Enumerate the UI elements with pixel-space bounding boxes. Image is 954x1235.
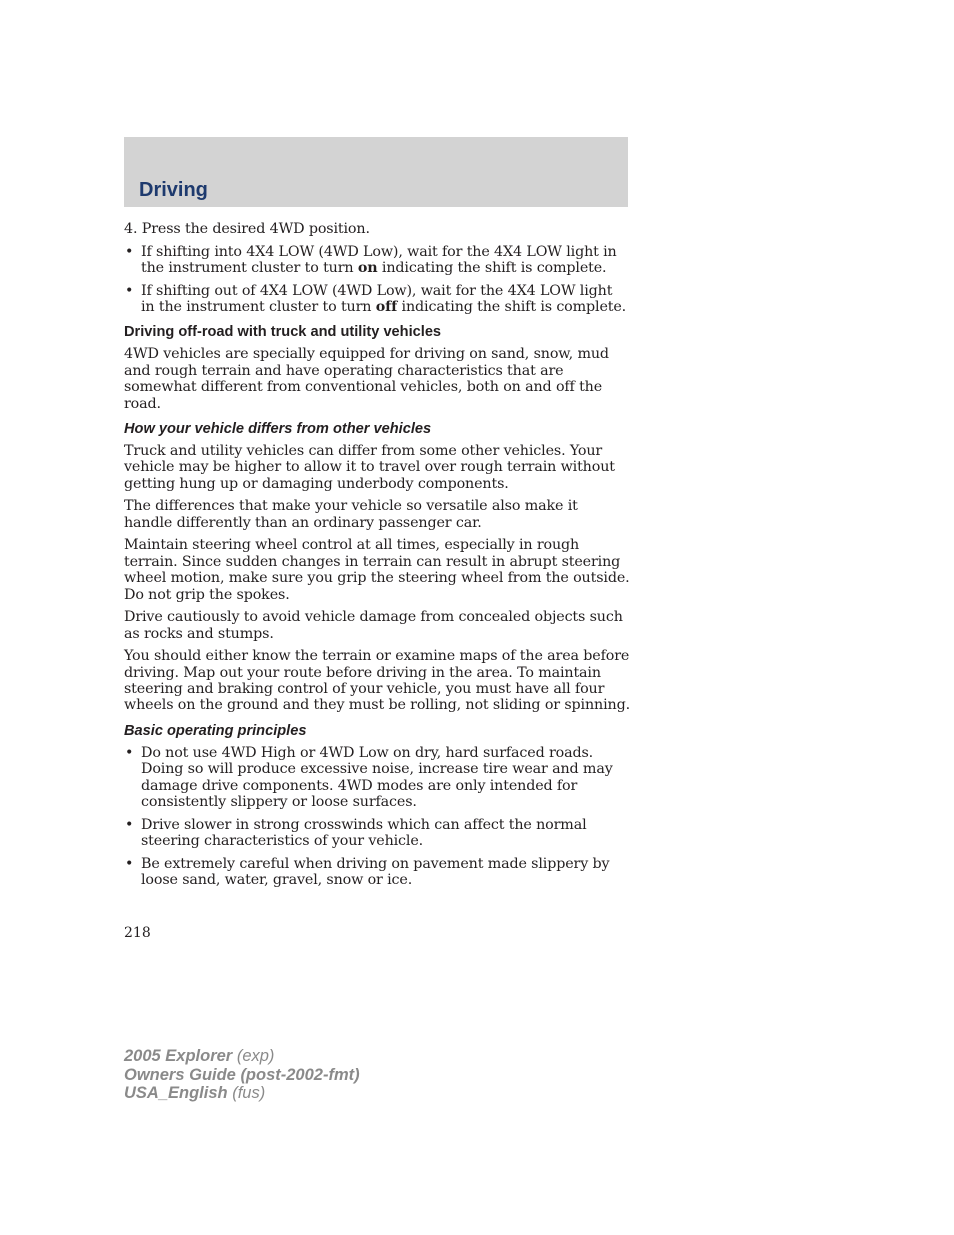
bullet-icon: • [125, 744, 134, 761]
footer-line-3 [124, 1084, 360, 1103]
bold-term: on [357, 260, 378, 276]
bullet-text: Do not use 4WD High or 4WD Low on dry, hard surfaced roads. Doing so will produce excessive noise, increase tire wear and may damage drive components. 4WD modes are only intended for consistently slippery or loose surfaces. [141, 744, 613, 811]
page-body [124, 221, 630, 895]
footer-line-2 [124, 1066, 360, 1085]
footer-model-code: (exp) [232, 1047, 275, 1065]
list-item [124, 856, 630, 889]
list-item [124, 817, 630, 850]
bullet-text: If shifting out of 4X4 LOW (4WD Low), wait for the 4X4 LOW light in the instrument cluster to turn [141, 282, 613, 315]
basic-heading: Basic operating principles [124, 722, 307, 739]
differs-paragraph-4: Drive cautiously to avoid vehicle damage from concealed objects such as rocks and stumps. [124, 609, 623, 642]
differs-paragraph-1: Truck and utility vehicles can differ from some other vehicles. Your vehicle may be higher to allow it to travel over rough terrain without getting hung up or damaging underbody components. [124, 443, 615, 492]
footer-model: 2005 Explorer [124, 1047, 233, 1065]
document-footer [124, 1047, 360, 1103]
page-number: 218 [124, 925, 151, 941]
footer-language: USA_English [124, 1084, 228, 1102]
footer-line-1 [124, 1047, 360, 1066]
list-item [124, 244, 630, 277]
differs-paragraph-3: Maintain steering wheel control at all times, especially in rough terrain. Since sudden changes in terrain can result in abrupt steering wheel motion, make sure you grip the steering wheel from the outside. Do not grip the spokes. [124, 537, 630, 603]
step-4: 4. Press the desired 4WD position. [124, 221, 370, 237]
footer-language-code: (fus) [227, 1084, 266, 1102]
basic-bullet-list [124, 745, 630, 889]
shift-bullet-list [124, 244, 630, 316]
section-title: Driving [139, 179, 208, 201]
bullet-icon: • [125, 855, 134, 872]
list-item [124, 745, 630, 811]
bullet-text: indicating the shift is complete. [377, 260, 607, 276]
bullet-text: If shifting into 4X4 LOW (4WD Low), wait for the 4X4 LOW light in the instrument cluster to turn [141, 243, 617, 276]
bullet-text: Drive slower in strong crosswinds which can affect the normal steering characteristics of your vehicle. [141, 816, 587, 850]
bullet-text: indicating the shift is complete. [397, 299, 627, 315]
bullet-icon: • [125, 243, 134, 260]
section-header-band [124, 137, 628, 207]
differs-paragraph-2: The differences that make your vehicle so versatile also make it handle differently than an ordinary passenger car. [124, 498, 578, 531]
bullet-icon: • [125, 816, 134, 833]
bullet-icon: • [125, 282, 134, 299]
offroad-paragraph: 4WD vehicles are specially equipped for driving on sand, snow, mud and rough terrain and have operating characteristics that are somewhat different from conventional vehicles, both on and off the road. [124, 346, 609, 412]
footer-guide: Owners Guide (post-2002-fmt) [124, 1065, 360, 1084]
bullet-text: Be extremely careful when driving on pavement made slippery by loose sand, water, gravel, snow or ice. [141, 855, 610, 889]
differs-paragraph-5: You should either know the terrain or examine maps of the area before driving. Map out your route before driving in the area. To maintain steering and braking control of your vehicle, you must have all four wheels on the ground and they must be rolling, not sliding or spinning. [124, 648, 630, 714]
list-item [124, 283, 630, 316]
differs-heading: How your vehicle differs from other vehicles [124, 421, 432, 438]
bold-term: off [375, 299, 398, 315]
offroad-heading: Driving off-road with truck and utility vehicles [124, 324, 442, 341]
